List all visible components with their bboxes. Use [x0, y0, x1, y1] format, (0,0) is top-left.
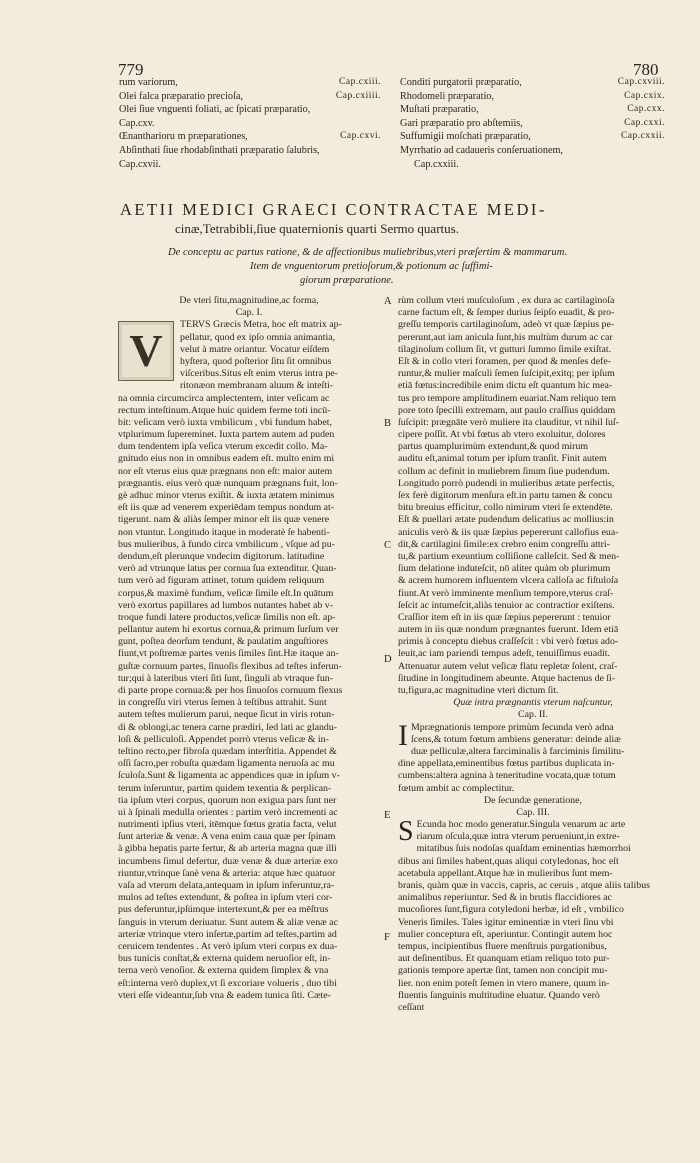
text-line: ſitudine in longitudinem abeunte. Atque hactenus de ſi-	[398, 672, 616, 684]
text-line: fluentis ſanguinis multitudine eluatur. Quando verò	[398, 989, 600, 1001]
text-line: vaſa ad vterum delata,antequam in ipſum inferuntur,ra-	[118, 880, 335, 891]
text-line: etiā fœtus:incredibile enim dictu eſt quantum hic mea-	[398, 380, 613, 392]
margin-marker-b: B	[384, 418, 392, 429]
chapter-heading-2: Quæ intra prægnantis vterum naſcuntur,	[453, 697, 613, 709]
text-line: dendum,eſt plerunque vndecim digitorum. latitudine	[118, 550, 325, 562]
left-column	[118, 295, 380, 1002]
drop-initial-i: I	[398, 718, 408, 752]
text-line: rùm collum vteri muſculoſum , ex dura ac cartilaginoſa	[398, 295, 615, 306]
toc-entry: Abſinthati ſiue rhodabſinthati præparatio ſalubris,	[119, 144, 320, 156]
toc-entry: Olei falca præparatio precioſa, Cap.cxiiii.	[119, 90, 381, 102]
text-line: aniculis verò & iis quæ ſæpius pepererunt callofius eua-	[398, 526, 619, 538]
text-line: velut à matre oriantur. Vocatur eiſdem	[180, 343, 330, 355]
text-line: Mprægnationis tempore primùm ſecunda verò adna	[411, 721, 614, 733]
text-line: ſanguis in vterum deriuatur. Sunt autem & aliæ venæ ac	[118, 916, 338, 928]
text-line: ui à ſpinali medulla orientes : partim verò incrementi ac	[118, 806, 338, 818]
right-body-text	[398, 295, 668, 697]
text-line: nutrimenti ipſius vteri, itēmque fœtus gratia facta, velut	[118, 819, 337, 831]
text-line: ſeſcit ac intumeſcit,aliàs tenuior ac contractior exiſtens.	[398, 599, 615, 611]
text-line: bus tunicis conſtat,& externa quidem neruoſior eſt, in-	[118, 953, 331, 965]
text-line: gunt, poſtea deorſum tendunt, & paulatim anguſtiores	[118, 636, 329, 648]
text-line: auditu eſt,animal totum per ipſum tranſit. Finit autem	[398, 453, 607, 465]
text-line: tia ipſum vteri corpus, quorum non exigua pars ſunt ner	[118, 794, 337, 806]
text-line: & acrem humorem influentem vlcera calloſa ac fiſtuloſa	[398, 575, 619, 587]
text-line: pellatur, quod ex ipſo omnia animantia,	[180, 331, 336, 343]
text-line: gè adhuc minor vterus exiſtit. & iuxta ætatem minimus	[118, 490, 335, 501]
text-line: fiunt,vt poſtremæ partes venis ſimiles ſint.Hæ itaque an-	[118, 648, 339, 660]
text-line: ceruicem tendentes . At verò ipſum vteri corpus ex dua-	[118, 940, 338, 952]
toc-entry: Conditi purgatorii præparatio, Cap.cxviii.	[400, 77, 665, 88]
toc-entry: Suffumigii moſchati præparatio, Cap.cxxii.	[400, 131, 665, 143]
toc-entry: Œnantharioru m præparationes, Cap.cxvi.	[119, 131, 381, 143]
toc-entry: Gari præparatio pro abſtemiis, Cap.cxxi.	[400, 117, 665, 129]
text-line: Eſt & puellari ætate pudendum delicatius ac mollius:in	[398, 514, 614, 526]
margin-marker-a: A	[384, 296, 392, 307]
text-line: autem in iis quæ nondum prægnantes fuerunt. Idem etiā	[398, 624, 619, 636]
drop-initial-s: S	[398, 816, 414, 848]
chapter-heading: De vteri ſitu,magnitudine,ac forma,	[179, 295, 319, 306]
text-line: TERVS Græcis Metra, hoc eſt matrix ap-	[180, 319, 342, 331]
page-number-left: 779	[118, 60, 144, 79]
text-line: mulier conceptura eſt, aperiuntur. Contingit autem hoc	[398, 928, 613, 940]
text-line: tempus, incipientibus fluere menſtruis purgationibus,	[398, 940, 607, 952]
text-line: rectum inteſtinum.Atque huic quidem ferme toti incū-	[118, 404, 331, 416]
text-line: fœtum ambit ac complectitur.	[398, 782, 515, 794]
text-line: collum ac definit in muliebrem ſinum ſiue pudendum.	[398, 465, 610, 477]
text-line: ſium delatione induteſcit, nō aliter quàm ob plurimum	[398, 563, 611, 575]
text-line: Craſſior item eſt in iis quæ ſæpius pepererunt : tenuior	[398, 611, 611, 623]
text-line: ſex ferè digitorum menſura eſt.in partu tamen & concu	[398, 490, 613, 501]
text-line: mulos ad teſtes extendunt, & poſtea in ipſum vteri cor-	[118, 892, 333, 904]
text-line: mitatibus ſuis nodoſas quaſdam eminentias hæmorrhoi	[416, 843, 631, 855]
text-line: tu,figura,ac magnitudine vteri dictum ſit.	[398, 685, 559, 696]
text-line: Attenuatur autem velut veſicæ flatu repletæ ſolent, craſ-	[398, 660, 618, 672]
text-line: dibus ani ſimiles habent,quas aliqui cotyledonas, hoc eſt	[398, 855, 619, 867]
text-line: corpus,& maximè fundum, veſicæ ſimile eſt.In quātum	[118, 587, 334, 599]
text-line: teſtino recto,per fibroſa quædam interſtitia. Appendet &	[118, 745, 337, 757]
chapter-number-3: Cap. III.	[516, 806, 550, 818]
text-line: partus quamplurimùm extendunt,& quod mirum	[398, 441, 589, 453]
text-line: dum tendentem ipſa veſica vterum excedit collo. Ma-	[118, 441, 328, 453]
text-line: hyſtera, quod poſterior ſitu ſit omnibus	[180, 355, 332, 367]
text-line: guſtæ cornuum partes, ſinuoſis flexibus ad teſtes inferun-	[118, 660, 342, 672]
right-column	[398, 295, 668, 1014]
text-line: dit,& cartilagini ſimile:ex crebro enim congreſſu attri-	[398, 538, 610, 550]
margin-marker-d: D	[384, 654, 392, 665]
decorated-initial: V	[118, 321, 174, 381]
text-line: incumbens ſimul defertur, duæ venæ & duæ arteriæ exo	[118, 855, 338, 867]
margin-marker-f: F	[384, 932, 390, 943]
toc-entry: Muſtati præparatio, Cap.cxx.	[400, 104, 665, 116]
text-line: gationis tempore apertæ ſint, tamen non concipit mu-	[398, 965, 608, 977]
toc-left	[119, 76, 381, 171]
chapter-number: Cap. I.	[235, 307, 263, 319]
book-title-line1: AETII MEDICI GRAECI CONTRACTAE MEDI-	[120, 200, 547, 219]
text-line: terum inſeruntur, partim quidem texentia & perplican-	[118, 782, 332, 794]
text-line: arteriæ vtrinque vtero inſertæ,partim ad teſtes,partim ad	[118, 928, 337, 940]
text-line: ſculoſa.Sunt & ligamenta ac appendices quæ in ipſum v-	[118, 770, 340, 782]
text-line: leuit,ac iam pariendi tempus adeſt, tenuiſſimus euadit.	[398, 648, 610, 660]
toc-entry: Rhodomeli præparatio, Cap.cxix.	[400, 90, 665, 102]
text-line: di & oblongi,ac tenera carne prædiri, ſed lati ac glandu-	[118, 721, 338, 733]
text-line: nor eſt vterus eius quæ prægnans non eſt: maior autem	[118, 465, 333, 477]
toc-right	[400, 76, 665, 171]
text-line: Eſt & in collo vteri foramen, per quod & menſes defe-	[398, 355, 612, 367]
text-line: verò ad vtrunque latus per cornua ſua extenditur. Quan-	[118, 563, 337, 575]
toc-entry: Cap.cxvii.	[119, 158, 161, 170]
text-line: gnitudo eius non in omnibus eadem eſt. multo enim mi	[118, 453, 335, 465]
text-line: aut deſinentibus. Et quanquam etiam reliquo toto pur-	[398, 953, 610, 965]
text-line: acetabula appellant.Atque hæ in mulieribus ſunt mem-	[398, 867, 613, 879]
text-line: pus deferuntur,ipſúmque intertexunt,& per ea mēſtrus	[118, 904, 329, 916]
text-line: riuntur,vtrinque ſanè vena & arteria: atque hæc quatuor	[118, 867, 336, 879]
text-line: di parte prope cornua:& per hos ſinuoſos cornuum flexus	[118, 685, 343, 696]
left-body-text	[118, 319, 380, 1002]
toc-entry: Myrrhatio ad cadaueris conſeruationem,	[400, 144, 563, 156]
text-line: eſt iis quæ ad venerem experiēdam tempus nondum at-	[118, 502, 335, 514]
text-line: viſceribus.Situs eſt enim vterus intra pe-	[180, 368, 338, 380]
toc-entry: rum variorum, Cap.cxiii.	[119, 77, 381, 88]
text-line: greſſu temporis cartilaginoſum, adeò vt quæ ſæpius pe-	[398, 319, 615, 331]
text-line: troque fundi latere productos,veſicæ ſimilis non eſt. ap-	[118, 611, 336, 623]
toc-entry: Olei ſiue vnguenti foliati, ac ſpicati præparatio,	[119, 104, 311, 116]
text-line: vtplurimum ſupereminet. Iuxta partem autem ad puden	[118, 429, 335, 441]
text-line: tur;qui à lateribus vteri ſiti ſunt, ſinguli ab vtraque fun-	[118, 672, 334, 684]
margin-marker-c: C	[384, 540, 392, 551]
text-line: oſſi ſacro,per robuſta quædam ligamenta neruoſa ac mu	[118, 758, 335, 770]
text-line: Veneris ſimiles. Tales igitur eminentiæ in vteri ſinu vbi	[398, 916, 614, 928]
text-line: pore toto ſpecilli extremam, aut paulo craſſius quiddam	[398, 404, 616, 416]
text-line: in congreſſu viri vterus ſemen à teſtibus attrahit. Sunt	[118, 697, 327, 709]
text-line: pellantur autem hi exortus cornua,& primum ſurſum ver	[118, 624, 339, 636]
page-number-right: 780	[633, 60, 659, 79]
text-line: tu,& partium exeuntium colliſione calleſcit. Sed & men-	[398, 550, 620, 562]
right-body-text-3	[398, 816, 668, 1014]
text-line: bit: veſicam verò iuxta vmbilicum , vbi fundum habet,	[118, 416, 332, 428]
text-line: runtur,& mulier maſculi ſemen ſuſcipit,exitq; per ipſum	[398, 368, 615, 380]
book-subtitle-line3: giorum præparatione.	[300, 275, 394, 286]
text-line: duæ pelliculæ,altera farciminalis à farciminis ſimilitu-	[411, 745, 625, 757]
right-body-text-2	[398, 718, 668, 795]
text-line: lier. non enim poteſt ſemen in vtero manere, quum in-	[398, 977, 610, 989]
text-line: tilaginoſum collum ſit, vt gutturi ſummo ſimile exiſtat.	[398, 343, 612, 355]
text-line: bus mulieribus, à fundo circa vmbilicum , vſque ad pu-	[118, 538, 335, 550]
text-line: pererunt,aut iam anicula ſunt,his multùm durum ac car	[398, 331, 613, 343]
text-line: ſuſcipit: prægnāte verò muliere ita clauditur, vt nihil ſuſ-	[398, 416, 619, 428]
text-line: cipere poſſit. At vbi fœtus ab vtero exoluitur, dolores	[398, 429, 606, 441]
text-line: cumbens:altera agnina à teneritudine vocata,quæ totum	[398, 770, 616, 782]
text-line: ritonæon membranam aluum & inteſti-	[180, 380, 334, 392]
text-line: ſunt arteriæ & venæ. A vena enim caua quæ per ſpinam	[118, 831, 336, 843]
text-line: Longitudo porrò pudendi in mulieribus ætate perfectis,	[398, 477, 615, 489]
text-line: tus pro tempore amplitudinem euariat.Nam reliquo tem	[398, 392, 617, 404]
text-line: ceſſant	[398, 1001, 425, 1013]
book-subtitle-line2: Item de vnguentorum pretioſorum,& potionum ac ſuffimi-	[250, 261, 493, 272]
text-line: à gibba hepatis parte fertur, & ab arteria magna quæ illi	[118, 843, 337, 855]
toc-entry: Cap.cxv.	[119, 117, 155, 129]
text-line: branis, quàm quæ in vaccis, capris, ac ceruis , atque aliis talibus	[398, 880, 651, 891]
text-line: Ecunda hoc modo generatur.Singula venarum ac arte	[416, 819, 626, 831]
text-line: eſt:interna verò duplex,vt ſi excoriare volueris , duo tibi	[118, 977, 337, 989]
text-line: prægnantis. eius verò quæ nunquam prægnans fuit, lon-	[118, 477, 338, 489]
text-line: tigerunt. nam & aliàs ſemper minor eſt iis quæ venere	[118, 514, 330, 526]
text-line: fiunt.At verò imminente menſium tempore,vterus craſ-	[398, 587, 614, 599]
chapter-heading-3: De ſecundæ generatione,	[484, 794, 582, 806]
book-subtitle-line1: De conceptu ac partus ratione, & de affectionibus muliebribus,vteri præſertim & mammarum.	[168, 247, 567, 258]
text-line: verò exortus papillares ad lumbos nutantes habet ab v-	[118, 599, 333, 611]
text-line: primis à conceptu diebus craſſeſcit : vbi verò fœtus ado-	[398, 636, 619, 648]
text-line: mucoſiores ſunt,figura cotyledoni herbæ, id eſt , vmbilico	[398, 904, 624, 916]
text-line: carne factum eſt, & ſemper durius ſeipſo euadit, & pro-	[398, 307, 615, 319]
text-line: loſi & pelliculoſi. Appendet porrò vterus veſicæ & in-	[118, 733, 329, 745]
text-line: dine appellata,eminentibus fœtus partibus duplicata in-	[398, 758, 615, 770]
chapter-number-2: Cap. II.	[518, 709, 548, 721]
toc-entry: Cap.cxxiii.	[414, 158, 459, 170]
text-line: vteri eſſe videantur,ſub vna & eadem tunica ſiti. Cæte-	[118, 989, 331, 1001]
book-title-line2: cinæ,Tetrabibli,ſiue quaternionis quarti Sermo quartus.	[175, 221, 459, 236]
text-line: riarum oſcula,quæ intra vterum perueniunt,in extre-	[416, 831, 620, 843]
text-line: animalibus reperiuntur. Sed & in brutis flaccidiores ac	[398, 892, 612, 904]
text-line: bitu breuius efficitur, collo nimirum vteri ſe extendēte.	[398, 502, 613, 514]
text-line: ſcens,& totum fœtum ambiens generatur: deinde aliæ	[411, 733, 621, 745]
text-line: terna verò venoſior. & externa quidem ſimplex & vna	[118, 965, 329, 977]
text-line: tum verò ad figuram attinet, totum quidem reliquum	[118, 575, 325, 587]
text-line: na omnia circumcirca amplectentem, inter veſicam ac	[118, 392, 330, 404]
text-line: autem teſtes mulierum parui, neque ſicut in viris rotun-	[118, 709, 335, 721]
margin-marker-e: E	[384, 810, 391, 821]
text-line: non vtuntur. Longitudo itaque in moderatè ſe habenti-	[118, 526, 330, 538]
